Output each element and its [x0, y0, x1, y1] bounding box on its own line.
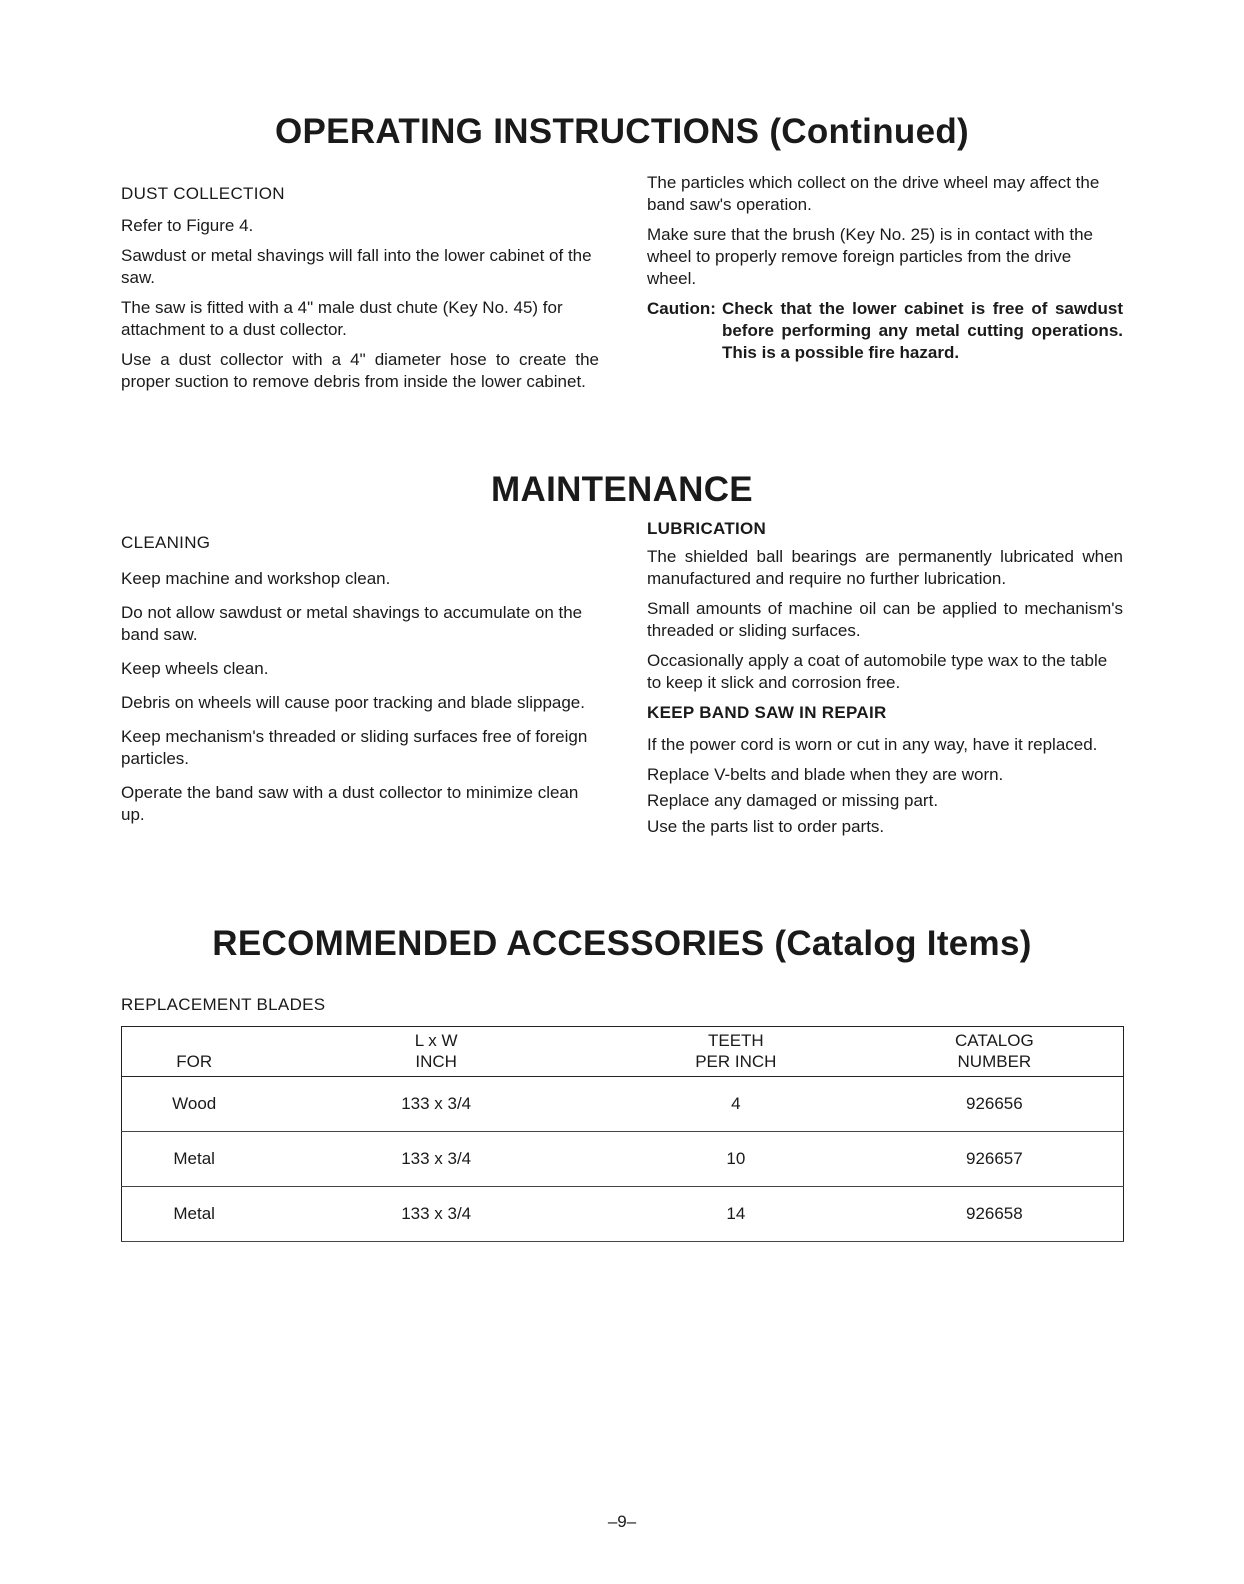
cell-teeth: 4 [731, 1094, 741, 1113]
cell-size: 133 x 3/4 [401, 1149, 472, 1168]
cell-teeth: 14 [726, 1204, 746, 1223]
table-row [122, 1187, 1124, 1242]
list-item: The shielded ball bearings are permanently lubricated when manufactured and require no further lubrication. [647, 547, 1123, 588]
lubrication-column [647, 518, 1123, 846]
list-item: If the power cord is worn or cut in any way, have it replaced. [647, 735, 1098, 754]
paragraph: Use a dust collector with a 4" diameter hose to create the proper suction to remove debris from inside the lower cabinet. [121, 350, 599, 391]
cell-for: Metal [173, 1149, 215, 1168]
paragraph: Sawdust or metal shavings will fall into the lower cabinet of the saw. [121, 246, 592, 287]
caution-text: Check that the lower cabinet is free of sawdust before performing any metal cutting operations. This is a possible fire hazard. [721, 299, 1123, 362]
cell-catalog: 926657 [965, 1149, 1023, 1168]
cell-catalog: 926658 [965, 1204, 1023, 1223]
list-item: Do not allow sawdust or metal shavings to accumulate on the band saw. [121, 603, 583, 644]
list-item: Debris on wheels will cause poor tracking and blade slippage. [121, 693, 585, 712]
list-item: Operate the band saw with a dust collector to minimize clean up. [121, 783, 579, 824]
list-item: Keep mechanism's threaded or sliding surfaces free of foreign particles. [121, 727, 588, 768]
list-item: Replace V-belts and blade when they are worn. [647, 765, 1004, 784]
caution-note [647, 298, 1123, 364]
repair-heading: KEEP BAND SAW IN REPAIR [647, 703, 887, 722]
list-item: Replace any damaged or missing part. [647, 791, 939, 810]
cell-catalog: 926656 [965, 1094, 1023, 1113]
replacement-blades-heading: REPLACEMENT BLADES [121, 995, 326, 1014]
list-item: Small amounts of machine oil can be applied to mechanism's threaded or sliding surfaces. [647, 599, 1123, 640]
replacement-blades-table [121, 1026, 1124, 1242]
cell-size: 133 x 3/4 [401, 1094, 472, 1113]
operating-title: OPERATING INSTRUCTIONS (Continued) [275, 112, 969, 151]
replacement-blades-heading-wrap [121, 994, 721, 1026]
lubrication-heading: LUBRICATION [647, 519, 767, 538]
paragraph: The particles which collect on the drive wheel may affect the band saw's operation. [647, 173, 1100, 214]
header-teeth: TEETH PER INCH [695, 1031, 777, 1071]
caution-label: Caution: [647, 299, 716, 318]
accessories-title: RECOMMENDED ACCESSORIES (Catalog Items) [212, 924, 1032, 963]
header-catalog: CATALOG NUMBER [954, 1031, 1034, 1071]
operating-right-column [647, 172, 1123, 364]
maintenance-title: MAINTENANCE [491, 470, 753, 509]
page-number: –9– [607, 1512, 637, 1531]
cleaning-column [121, 532, 599, 834]
cell-for: Metal [173, 1204, 215, 1223]
paragraph: Make sure that the brush (Key No. 25) is in contact with the wheel to properly remove foreign particles from the drive wheel. [647, 225, 1093, 288]
header-for: FOR [176, 1052, 213, 1071]
dust-collection-heading: DUST COLLECTION [121, 184, 285, 203]
cleaning-heading: CLEANING [121, 533, 211, 552]
list-item: Occasionally apply a coat of automobile type wax to the table to keep it slick and corrosion free. [647, 651, 1108, 692]
cell-size: 133 x 3/4 [401, 1204, 472, 1223]
paragraph: The saw is fitted with a 4" male dust chute (Key No. 45) for attachment to a dust collector. [121, 298, 563, 339]
paragraph: Refer to Figure 4. [121, 216, 254, 235]
header-lxw: L x W INCH [414, 1031, 458, 1071]
cell-teeth: 10 [726, 1149, 746, 1168]
list-item: Use the parts list to order parts. [647, 817, 885, 836]
list-item: Keep wheels clean. [121, 659, 269, 678]
operating-left-column [121, 183, 599, 401]
list-item: Keep machine and workshop clean. [121, 569, 391, 588]
table-row [122, 1077, 1124, 1132]
cell-for: Wood [172, 1094, 217, 1113]
table-header-row [122, 1027, 1124, 1077]
table-row [122, 1132, 1124, 1187]
